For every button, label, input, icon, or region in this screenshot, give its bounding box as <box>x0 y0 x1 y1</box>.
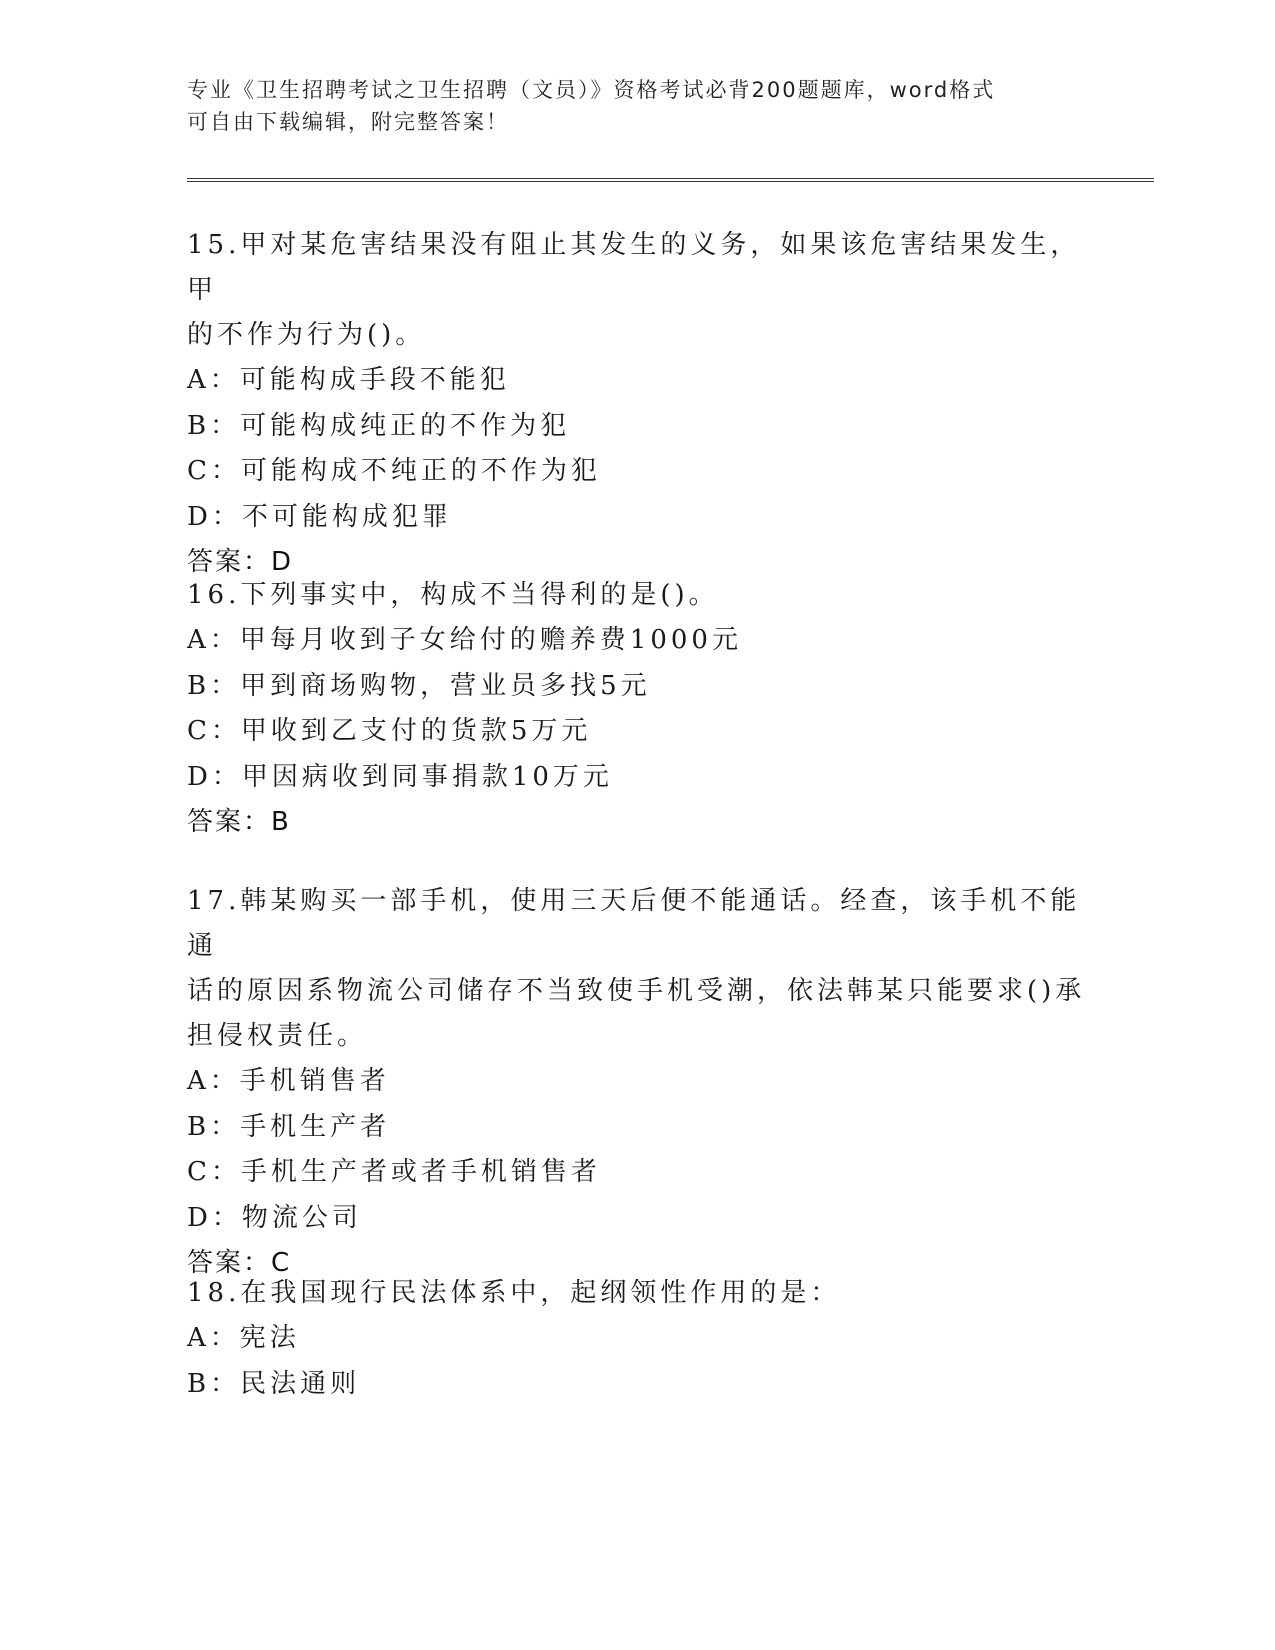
question-16 <box>187 573 1087 846</box>
question-stem-line: 17.韩某购买一部手机，使用三天后便不能通话。经查，该手机不能通 <box>187 886 1081 961</box>
answer-line: 答案：B <box>187 807 291 837</box>
option-d: D：不可能构成犯罪 <box>187 501 452 532</box>
option-a: A：甲每月收到子女给付的赡养费1000元 <box>187 625 742 655</box>
document-header <box>187 74 1087 138</box>
header-divider <box>187 178 1154 182</box>
question-stem-line: 18.在我国现行民法体系中，起纲领性作用的是： <box>187 1278 841 1308</box>
option-b: B：可能构成纯正的不作为犯 <box>187 410 571 441</box>
option-c: C：可能构成不纯正的不作为犯 <box>187 456 601 486</box>
option-b: B：手机生产者 <box>187 1111 391 1142</box>
option-a: A：手机销售者 <box>187 1066 390 1096</box>
option-b: B：民法通则 <box>187 1368 361 1399</box>
option-a: A：宪法 <box>187 1323 300 1353</box>
option-b: B：甲到商场购物，营业员多找5元 <box>187 670 651 701</box>
answer-line: 答案：D <box>187 547 294 577</box>
question-stem-line: 担侵权责任。 <box>187 1021 368 1051</box>
question-stem-line: 15.甲对某危害结果没有阻止其发生的义务，如果该危害结果发生，甲 <box>187 230 1081 305</box>
option-d: D：物流公司 <box>187 1202 362 1233</box>
question-stem-line: 的不作为行为()。 <box>187 320 426 350</box>
question-18 <box>187 1271 1087 1407</box>
option-a: A：可能构成手段不能犯 <box>187 365 510 395</box>
answer-line: 答案：C <box>187 1248 292 1278</box>
option-d: D：甲因病收到同事捐款10万元 <box>187 761 613 792</box>
option-c: C：甲收到乙支付的货款5万元 <box>187 716 592 746</box>
question-15 <box>187 223 1087 586</box>
question-stem-line: 话的原因系物流公司储存不当致使手机受潮，依法韩某只能要求()承 <box>187 976 1086 1006</box>
question-stem-line: 16.下列事实中，构成不当得利的是()。 <box>187 580 719 610</box>
header-line-1: 专业《卫生招聘考试之卫生招聘（文员）》资格考试必背200题题库，word格式 <box>187 78 996 102</box>
option-c: C：手机生产者或者手机销售者 <box>187 1157 601 1187</box>
header-line-2: 可自由下载编辑，附完整答案！ <box>187 110 509 134</box>
question-17 <box>187 879 1087 1287</box>
